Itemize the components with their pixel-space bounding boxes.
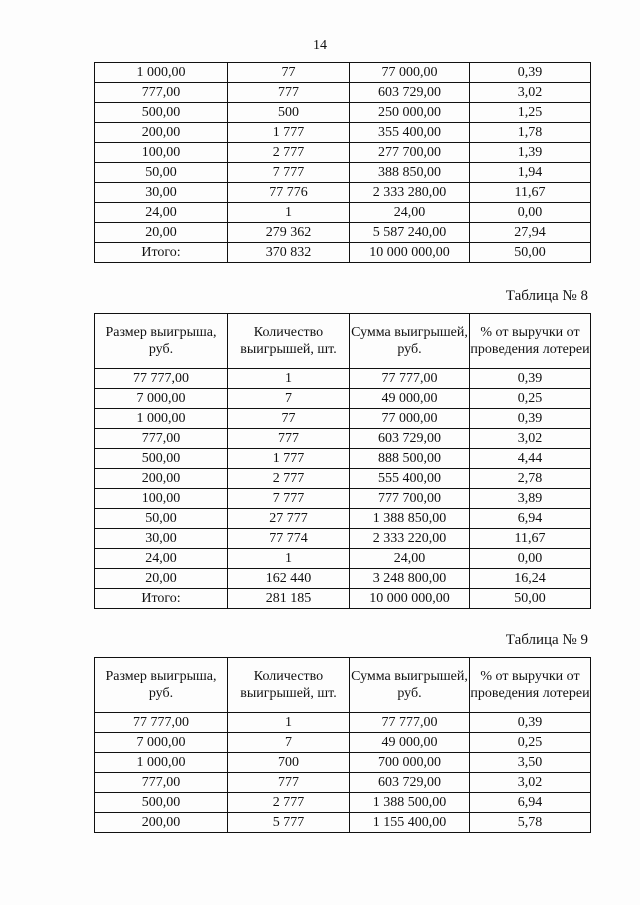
- cell-prize-amount: 777,00: [95, 429, 228, 449]
- cell-prize-count: 700: [228, 753, 350, 773]
- table-row: [95, 773, 591, 793]
- cell-revenue-percent: 0,25: [470, 733, 591, 753]
- cell-prize-amount: 7 000,00: [95, 733, 228, 753]
- cell-prize-amount: 200,00: [95, 469, 228, 489]
- cell-prize-amount: 24,00: [95, 549, 228, 569]
- cell-revenue-percent: 5,78: [470, 813, 591, 833]
- cell-prize-count: 5 777: [228, 813, 350, 833]
- cell-prize-sum: 250 000,00: [350, 103, 470, 123]
- cell-prize-amount: 30,00: [95, 529, 228, 549]
- cell-prize-amount: 100,00: [95, 489, 228, 509]
- cell-prize-sum: 3 248 800,00: [350, 569, 470, 589]
- header-prize-amount: Размер выигрыша, руб.: [95, 314, 228, 369]
- prize-table-9: [94, 657, 591, 833]
- table-row: [95, 529, 591, 549]
- table-row: [95, 83, 591, 103]
- table-row: [95, 409, 591, 429]
- prize-table-continued: [94, 62, 591, 263]
- cell-prize-count: 1 777: [228, 449, 350, 469]
- cell-prize-sum: 5 587 240,00: [350, 223, 470, 243]
- cell-prize-count: 500: [228, 103, 350, 123]
- table-row: [95, 369, 591, 389]
- table-row: [95, 203, 591, 223]
- cell-prize-count: 162 440: [228, 569, 350, 589]
- table-row: [95, 733, 591, 753]
- cell-prize-sum: 24,00: [350, 203, 470, 223]
- cell-revenue-percent: 2,78: [470, 469, 591, 489]
- cell-revenue-percent: 3,02: [470, 773, 591, 793]
- cell-prize-sum: 1 388 500,00: [350, 793, 470, 813]
- cell-prize-count: 77: [228, 63, 350, 83]
- table-row: [95, 389, 591, 409]
- cell-prize-sum: 49 000,00: [350, 389, 470, 409]
- cell-revenue-percent: 0,39: [470, 713, 591, 733]
- cell-revenue-percent: 27,94: [470, 223, 591, 243]
- cell-prize-count: 279 362: [228, 223, 350, 243]
- cell-prize-count: 77 776: [228, 183, 350, 203]
- cell-prize-count: 777: [228, 429, 350, 449]
- cell-revenue-percent: 1,25: [470, 103, 591, 123]
- cell-revenue-percent: 4,44: [470, 449, 591, 469]
- cell-revenue-percent: 0,00: [470, 549, 591, 569]
- cell-prize-count: 2 777: [228, 793, 350, 813]
- header-prize-count: Количество выигрышей, шт.: [228, 658, 350, 713]
- page-number: 14: [313, 38, 327, 53]
- table-row: [95, 143, 591, 163]
- cell-prize-amount: 777,00: [95, 83, 228, 103]
- cell-prize-amount: Итого:: [95, 589, 228, 609]
- cell-revenue-percent: 6,94: [470, 509, 591, 529]
- table-row: [95, 549, 591, 569]
- cell-revenue-percent: 0,39: [470, 63, 591, 83]
- table-row: [95, 103, 591, 123]
- cell-prize-sum: 388 850,00: [350, 163, 470, 183]
- cell-prize-sum: 77 000,00: [350, 63, 470, 83]
- table-row: [95, 243, 591, 263]
- cell-prize-amount: 7 000,00: [95, 389, 228, 409]
- cell-prize-amount: 777,00: [95, 773, 228, 793]
- cell-prize-sum: 555 400,00: [350, 469, 470, 489]
- table-row: [95, 509, 591, 529]
- table-8-caption: Таблица № 8: [505, 288, 588, 304]
- cell-revenue-percent: 11,67: [470, 183, 591, 203]
- header-prize-sum: Сумма выигрышей, руб.: [350, 658, 470, 713]
- cell-prize-amount: 50,00: [95, 509, 228, 529]
- cell-prize-sum: 49 000,00: [350, 733, 470, 753]
- cell-prize-amount: 500,00: [95, 449, 228, 469]
- cell-revenue-percent: 50,00: [470, 243, 591, 263]
- cell-prize-count: 2 777: [228, 469, 350, 489]
- cell-prize-count: 1: [228, 203, 350, 223]
- cell-prize-sum: 777 700,00: [350, 489, 470, 509]
- table-row: [95, 63, 591, 83]
- header-revenue-percent: % от выручки от проведения лотереи: [470, 658, 591, 713]
- cell-prize-sum: 603 729,00: [350, 429, 470, 449]
- cell-prize-sum: 277 700,00: [350, 143, 470, 163]
- cell-prize-amount: 1 000,00: [95, 63, 228, 83]
- cell-prize-sum: 1 388 850,00: [350, 509, 470, 529]
- cell-revenue-percent: 50,00: [470, 589, 591, 609]
- cell-prize-sum: 24,00: [350, 549, 470, 569]
- cell-prize-amount: 50,00: [95, 163, 228, 183]
- cell-prize-count: 1 777: [228, 123, 350, 143]
- cell-prize-count: 77: [228, 409, 350, 429]
- cell-revenue-percent: 3,89: [470, 489, 591, 509]
- cell-revenue-percent: 11,67: [470, 529, 591, 549]
- table-9-caption: Таблица № 9: [505, 632, 588, 648]
- cell-prize-count: 1: [228, 713, 350, 733]
- cell-prize-count: 281 185: [228, 589, 350, 609]
- header-prize-count: Количество выигрышей, шт.: [228, 314, 350, 369]
- cell-prize-sum: 77 777,00: [350, 713, 470, 733]
- cell-revenue-percent: 16,24: [470, 569, 591, 589]
- cell-prize-amount: 77 777,00: [95, 369, 228, 389]
- prize-table-8: [94, 313, 591, 609]
- cell-prize-sum: 888 500,00: [350, 449, 470, 469]
- cell-prize-count: 370 832: [228, 243, 350, 263]
- table-row: [95, 489, 591, 509]
- cell-prize-count: 77 774: [228, 529, 350, 549]
- cell-prize-sum: 10 000 000,00: [350, 243, 470, 263]
- cell-prize-count: 7 777: [228, 163, 350, 183]
- cell-prize-count: 777: [228, 773, 350, 793]
- cell-prize-sum: 355 400,00: [350, 123, 470, 143]
- cell-revenue-percent: 0,39: [470, 409, 591, 429]
- cell-prize-amount: 1 000,00: [95, 753, 228, 773]
- cell-prize-sum: 1 155 400,00: [350, 813, 470, 833]
- cell-prize-count: 7: [228, 389, 350, 409]
- table-row: [95, 449, 591, 469]
- cell-revenue-percent: 3,02: [470, 83, 591, 103]
- cell-prize-amount: 30,00: [95, 183, 228, 203]
- cell-prize-sum: 10 000 000,00: [350, 589, 470, 609]
- cell-revenue-percent: 3,50: [470, 753, 591, 773]
- cell-prize-sum: 2 333 280,00: [350, 183, 470, 203]
- table-row: [95, 429, 591, 449]
- cell-revenue-percent: 1,78: [470, 123, 591, 143]
- cell-prize-count: 2 777: [228, 143, 350, 163]
- cell-prize-amount: 500,00: [95, 103, 228, 123]
- table-row: [95, 753, 591, 773]
- table-row: [95, 713, 591, 733]
- cell-revenue-percent: 0,39: [470, 369, 591, 389]
- table-row: [95, 793, 591, 813]
- cell-prize-sum: 603 729,00: [350, 773, 470, 793]
- cell-prize-sum: 77 000,00: [350, 409, 470, 429]
- cell-prize-sum: 603 729,00: [350, 83, 470, 103]
- table-row: [95, 163, 591, 183]
- cell-prize-count: 1: [228, 549, 350, 569]
- cell-prize-amount: 77 777,00: [95, 713, 228, 733]
- cell-revenue-percent: 1,94: [470, 163, 591, 183]
- cell-prize-count: 27 777: [228, 509, 350, 529]
- cell-prize-amount: 200,00: [95, 813, 228, 833]
- cell-prize-amount: 20,00: [95, 223, 228, 243]
- table-row: [95, 569, 591, 589]
- cell-prize-count: 7 777: [228, 489, 350, 509]
- header-row: [95, 658, 591, 713]
- cell-prize-count: 777: [228, 83, 350, 103]
- cell-revenue-percent: 6,94: [470, 793, 591, 813]
- header-prize-amount: Размер выигрыша, руб.: [95, 658, 228, 713]
- cell-prize-count: 1: [228, 369, 350, 389]
- cell-prize-amount: 24,00: [95, 203, 228, 223]
- cell-prize-amount: 500,00: [95, 793, 228, 813]
- table-row: [95, 469, 591, 489]
- cell-revenue-percent: 0,00: [470, 203, 591, 223]
- cell-revenue-percent: 0,25: [470, 389, 591, 409]
- table-row: [95, 223, 591, 243]
- cell-prize-amount: 1 000,00: [95, 409, 228, 429]
- header-row: [95, 314, 591, 369]
- header-revenue-percent: % от выручки от проведения лотереи: [470, 314, 591, 369]
- cell-revenue-percent: 1,39: [470, 143, 591, 163]
- cell-prize-amount: Итого:: [95, 243, 228, 263]
- table-row: [95, 123, 591, 143]
- table-row: [95, 589, 591, 609]
- cell-prize-count: 7: [228, 733, 350, 753]
- cell-revenue-percent: 3,02: [470, 429, 591, 449]
- cell-prize-sum: 77 777,00: [350, 369, 470, 389]
- table-row: [95, 183, 591, 203]
- cell-prize-amount: 200,00: [95, 123, 228, 143]
- cell-prize-amount: 20,00: [95, 569, 228, 589]
- cell-prize-sum: 700 000,00: [350, 753, 470, 773]
- header-prize-sum: Сумма выигрышей, руб.: [350, 314, 470, 369]
- cell-prize-amount: 100,00: [95, 143, 228, 163]
- table-row: [95, 813, 591, 833]
- cell-prize-sum: 2 333 220,00: [350, 529, 470, 549]
